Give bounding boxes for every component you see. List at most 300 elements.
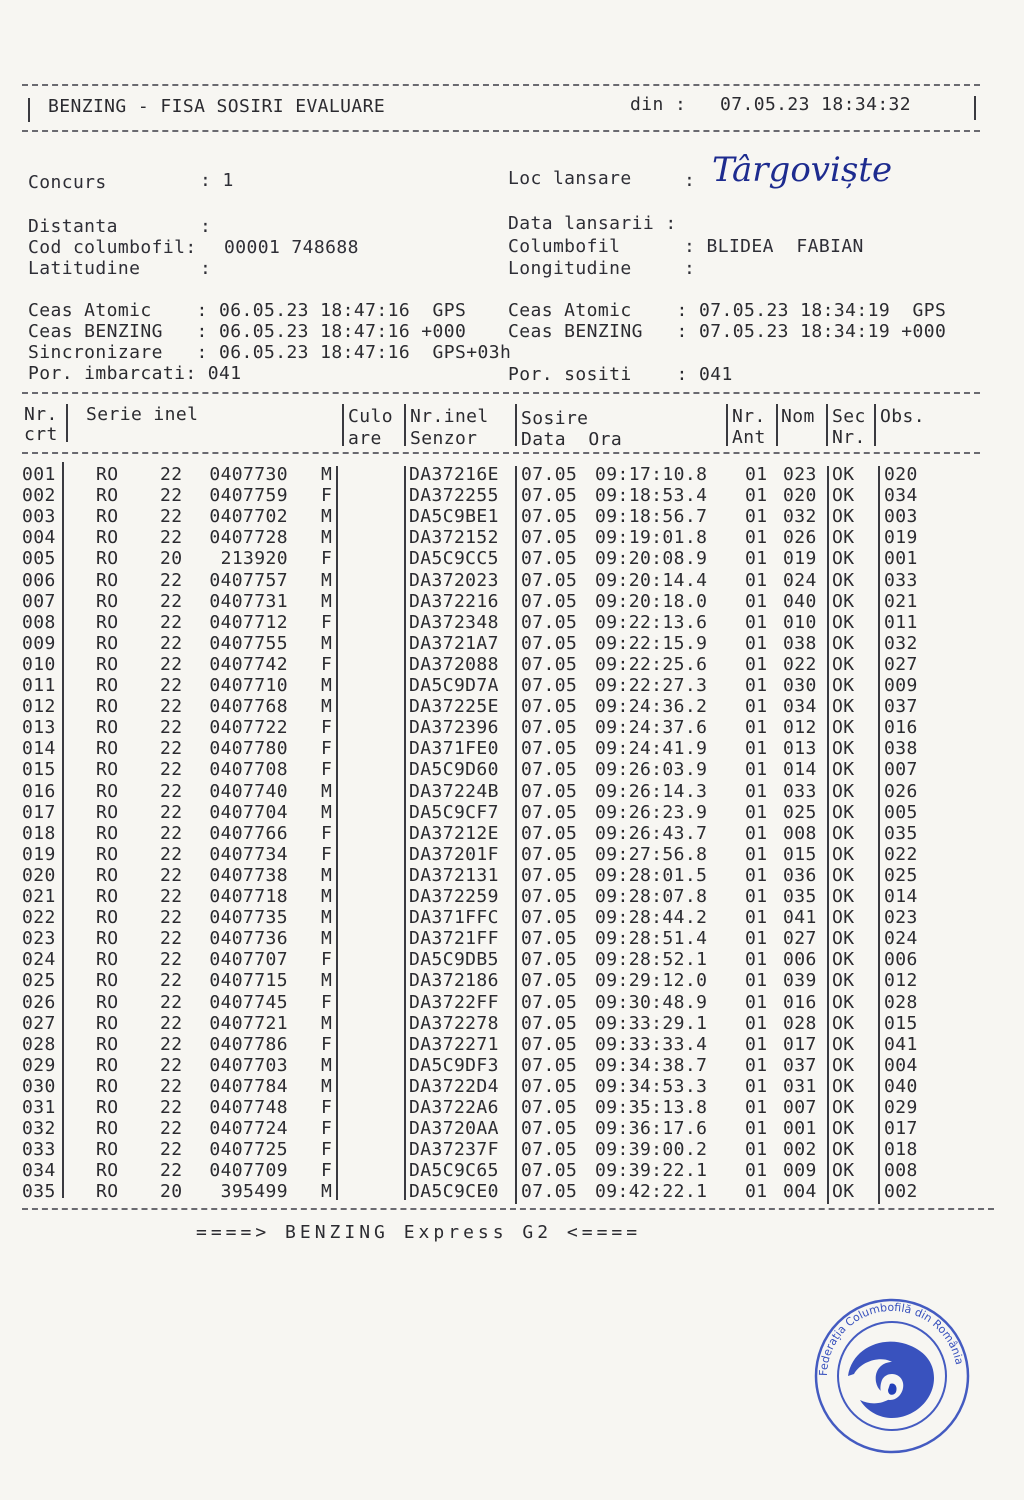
longitudine-label: Longitudine xyxy=(508,258,632,279)
col-culo: Culo xyxy=(348,406,393,427)
row-date: 07.05 xyxy=(521,1139,578,1161)
row-nom: 001 xyxy=(783,1118,817,1140)
row-country: RO xyxy=(96,548,119,570)
divider xyxy=(22,392,980,394)
row-antenna: 01 xyxy=(745,569,768,591)
row-country: RO xyxy=(96,886,119,907)
row-sensor: DA37237F xyxy=(409,1139,499,1161)
row-sec: OK xyxy=(832,548,855,570)
row-year: 22 xyxy=(160,527,183,549)
table-row xyxy=(0,949,1024,970)
row-nom: 032 xyxy=(783,506,817,528)
row-sensor: DA5C9DB5 xyxy=(409,949,499,971)
row-antenna: 01 xyxy=(745,1181,768,1203)
cod-columbofil-label: Cod columbofil: xyxy=(28,237,197,258)
row-sec: OK xyxy=(832,1181,855,1203)
row-sec: OK xyxy=(832,886,855,907)
row-time: 09:24:37.6 xyxy=(595,717,708,739)
row-country: RO xyxy=(96,1097,119,1118)
row-time: 09:35:13.8 xyxy=(595,1097,708,1118)
table-row xyxy=(0,1139,1024,1160)
row-sensor: DA372271 xyxy=(409,1033,499,1055)
table-row xyxy=(0,527,1024,548)
row-year: 22 xyxy=(160,717,183,739)
row-ring: 0407715 xyxy=(209,970,288,992)
row-obs: 014 xyxy=(884,886,918,907)
row-time: 09:24:36.2 xyxy=(595,696,708,718)
row-time: 09:22:27.3 xyxy=(595,675,708,696)
row-year: 22 xyxy=(160,1097,183,1118)
row-nr: 005 xyxy=(22,548,56,570)
row-sex: F xyxy=(321,843,333,865)
table-row xyxy=(0,1034,1024,1055)
row-ring: 0407728 xyxy=(209,527,288,549)
row-ring: 0407748 xyxy=(209,1097,288,1118)
row-date: 07.05 xyxy=(521,843,578,865)
row-country: RO xyxy=(96,675,119,696)
row-nr: 034 xyxy=(22,1160,56,1182)
row-antenna: 01 xyxy=(745,675,768,696)
row-antenna: 01 xyxy=(745,780,768,802)
row-sex: M xyxy=(321,1012,333,1034)
header-sep xyxy=(776,404,778,446)
row-time: 09:26:23.9 xyxy=(595,801,708,823)
row-sensor: DA3721A7 xyxy=(409,632,499,654)
row-sex: F xyxy=(321,1033,333,1055)
row-nr: 028 xyxy=(22,1033,56,1055)
row-sex: M xyxy=(321,464,333,485)
row-antenna: 01 xyxy=(745,1054,768,1076)
row-date: 07.05 xyxy=(521,970,578,992)
row-date: 07.05 xyxy=(521,738,578,760)
latitudine-label: Latitudine xyxy=(28,258,141,279)
row-date: 07.05 xyxy=(521,696,578,718)
row-date: 07.05 xyxy=(521,801,578,823)
row-sensor: DA372131 xyxy=(409,864,499,886)
table-row xyxy=(0,485,1024,506)
row-nom: 009 xyxy=(783,1160,817,1182)
row-nom: 040 xyxy=(783,590,817,612)
row-ring: 0407742 xyxy=(209,653,288,675)
row-sensor: DA5C9D60 xyxy=(409,759,499,781)
report-title: BENZING - FISA SOSIRI EVALUARE xyxy=(48,96,386,117)
row-ring: 0407709 xyxy=(209,1160,288,1182)
row-obs: 002 xyxy=(884,1181,918,1203)
row-date: 07.05 xyxy=(521,506,578,528)
row-nom: 024 xyxy=(783,569,817,591)
row-date: 07.05 xyxy=(521,611,578,633)
row-sec: OK xyxy=(832,759,855,781)
row-country: RO xyxy=(96,759,119,781)
col-serie-inel: Serie inel xyxy=(86,404,199,425)
row-nr: 008 xyxy=(22,611,56,633)
row-sec: OK xyxy=(832,1097,855,1118)
row-date: 07.05 xyxy=(521,991,578,1013)
row-antenna: 01 xyxy=(745,485,768,507)
concurs-label: Concurs xyxy=(28,172,107,193)
row-obs: 006 xyxy=(884,949,918,971)
row-sensor: DA3721FF xyxy=(409,928,499,950)
row-sensor: DA5C9CF7 xyxy=(409,801,499,823)
row-antenna: 01 xyxy=(745,1033,768,1055)
row-obs: 027 xyxy=(884,653,918,675)
row-sec: OK xyxy=(832,864,855,886)
row-nom: 023 xyxy=(783,464,817,485)
row-antenna: 01 xyxy=(745,653,768,675)
table-row xyxy=(0,1076,1024,1097)
row-nom: 008 xyxy=(783,822,817,844)
row-nr: 029 xyxy=(22,1054,56,1076)
row-nom: 007 xyxy=(783,1097,817,1118)
row-sensor: DA372216 xyxy=(409,590,499,612)
row-date: 07.05 xyxy=(521,464,578,485)
row-country: RO xyxy=(96,949,119,971)
row-time: 09:19:01.8 xyxy=(595,527,708,549)
row-sex: F xyxy=(321,991,333,1013)
row-year: 22 xyxy=(160,780,183,802)
table-row xyxy=(0,886,1024,907)
banner-right-border xyxy=(974,96,976,120)
row-nom: 037 xyxy=(783,1054,817,1076)
row-ring: 0407786 xyxy=(209,1033,288,1055)
row-antenna: 01 xyxy=(745,843,768,865)
row-sex: M xyxy=(321,1054,333,1076)
row-year: 22 xyxy=(160,864,183,886)
row-sensor: DA372259 xyxy=(409,886,499,907)
row-country: RO xyxy=(96,1012,119,1034)
concurs-value: : 1 xyxy=(200,170,234,191)
row-ring: 0407745 xyxy=(209,991,288,1013)
divider xyxy=(22,452,980,454)
row-obs: 025 xyxy=(884,864,918,886)
row-ring: 0407721 xyxy=(209,1012,288,1034)
row-nom: 039 xyxy=(783,970,817,992)
row-ring: 0407724 xyxy=(209,1118,288,1140)
row-ring: 0407702 xyxy=(209,506,288,528)
row-sex: M xyxy=(321,590,333,612)
header-sep xyxy=(874,404,876,446)
row-date: 07.05 xyxy=(521,907,578,929)
table-row xyxy=(0,928,1024,949)
row-antenna: 01 xyxy=(745,506,768,528)
row-nom: 026 xyxy=(783,527,817,549)
row-country: RO xyxy=(96,632,119,654)
row-sex: M xyxy=(321,907,333,929)
row-obs: 021 xyxy=(884,590,918,612)
col-crt: crt xyxy=(24,424,58,445)
row-antenna: 01 xyxy=(745,970,768,992)
row-sensor: DA372348 xyxy=(409,611,499,633)
table-row xyxy=(0,1118,1024,1139)
row-year: 22 xyxy=(160,590,183,612)
row-sec: OK xyxy=(832,928,855,950)
table-row xyxy=(0,823,1024,844)
row-nr: 023 xyxy=(22,928,56,950)
row-time: 09:24:41.9 xyxy=(595,738,708,760)
row-country: RO xyxy=(96,485,119,507)
row-time: 09:18:53.4 xyxy=(595,485,708,507)
row-antenna: 01 xyxy=(745,991,768,1013)
report-datetime: 07.05.23 18:34:32 xyxy=(720,94,912,115)
row-date: 07.05 xyxy=(521,653,578,675)
row-time: 09:20:18.0 xyxy=(595,590,708,612)
row-time: 09:28:01.5 xyxy=(595,864,708,886)
row-year: 22 xyxy=(160,485,183,507)
row-sex: F xyxy=(321,611,333,633)
table-row xyxy=(0,802,1024,823)
longitudine-sep: : xyxy=(684,258,696,279)
row-time: 09:26:14.3 xyxy=(595,780,708,802)
row-country: RO xyxy=(96,864,119,886)
row-obs: 037 xyxy=(884,696,918,718)
row-sec: OK xyxy=(832,991,855,1013)
row-sex: M xyxy=(321,527,333,549)
row-nr: 003 xyxy=(22,506,56,528)
row-sex: F xyxy=(321,1139,333,1161)
row-sec: OK xyxy=(832,675,855,696)
row-ring: 0407780 xyxy=(209,738,288,760)
table-row xyxy=(0,633,1024,654)
row-ring: 0407703 xyxy=(209,1054,288,1076)
row-nom: 006 xyxy=(783,949,817,971)
header-sep xyxy=(515,404,517,446)
row-sensor: DA37224B xyxy=(409,780,499,802)
row-year: 22 xyxy=(160,907,183,929)
row-country: RO xyxy=(96,738,119,760)
col-sec-nr: Nr. xyxy=(832,427,866,448)
row-obs: 028 xyxy=(884,991,918,1013)
row-country: RO xyxy=(96,569,119,591)
row-country: RO xyxy=(96,843,119,865)
row-sec: OK xyxy=(832,780,855,802)
row-time: 09:22:13.6 xyxy=(595,611,708,633)
row-ring: 0407740 xyxy=(209,780,288,802)
row-nom: 027 xyxy=(783,928,817,950)
row-antenna: 01 xyxy=(745,822,768,844)
row-date: 07.05 xyxy=(521,822,578,844)
row-antenna: 01 xyxy=(745,717,768,739)
row-obs: 023 xyxy=(884,907,918,929)
row-antenna: 01 xyxy=(745,1075,768,1097)
row-time: 09:39:00.2 xyxy=(595,1139,708,1161)
row-obs: 032 xyxy=(884,632,918,654)
row-ring: 0407730 xyxy=(209,464,288,485)
row-sex: M xyxy=(321,928,333,950)
col-obs: Obs. xyxy=(880,406,925,427)
row-time: 09:27:56.8 xyxy=(595,843,708,865)
row-nr: 035 xyxy=(22,1181,56,1203)
distanta-label: Distanta xyxy=(28,216,118,237)
row-time: 09:22:15.9 xyxy=(595,632,708,654)
row-nom: 002 xyxy=(783,1139,817,1161)
row-date: 07.05 xyxy=(521,1118,578,1140)
row-date: 07.05 xyxy=(521,1097,578,1118)
row-obs: 020 xyxy=(884,464,918,485)
porumbei-sositi: Por. sositi : 041 xyxy=(508,364,733,385)
row-country: RO xyxy=(96,1139,119,1161)
row-sensor: DA37201F xyxy=(409,843,499,865)
row-ring: 0407710 xyxy=(209,675,288,696)
distanta-sep: : xyxy=(200,216,212,237)
col-senzor: Senzor xyxy=(410,428,478,449)
row-nr: 021 xyxy=(22,886,56,907)
row-year: 22 xyxy=(160,949,183,971)
row-nr: 033 xyxy=(22,1139,56,1161)
row-sensor: DA5C9BE1 xyxy=(409,506,499,528)
row-obs: 012 xyxy=(884,970,918,992)
row-year: 20 xyxy=(160,1181,183,1203)
row-time: 09:39:22.1 xyxy=(595,1160,708,1182)
row-ring: 0407768 xyxy=(209,696,288,718)
row-sec: OK xyxy=(832,1160,855,1182)
row-sex: M xyxy=(321,970,333,992)
row-sec: OK xyxy=(832,801,855,823)
row-country: RO xyxy=(96,907,119,929)
row-time: 09:30:48.9 xyxy=(595,991,708,1013)
row-nom: 034 xyxy=(783,696,817,718)
table-row xyxy=(0,992,1024,1013)
row-sex: F xyxy=(321,717,333,739)
row-antenna: 01 xyxy=(745,548,768,570)
row-obs: 009 xyxy=(884,675,918,696)
row-obs: 003 xyxy=(884,506,918,528)
row-obs: 041 xyxy=(884,1033,918,1055)
row-obs: 026 xyxy=(884,780,918,802)
row-time: 09:28:52.1 xyxy=(595,949,708,971)
row-sec: OK xyxy=(832,653,855,675)
row-date: 07.05 xyxy=(521,527,578,549)
row-country: RO xyxy=(96,653,119,675)
row-date: 07.05 xyxy=(521,569,578,591)
row-country: RO xyxy=(96,991,119,1013)
row-country: RO xyxy=(96,970,119,992)
row-sensor: DA372023 xyxy=(409,569,499,591)
ceas-atomic-start: Ceas Atomic : 06.05.23 18:47:16 GPS xyxy=(28,300,467,321)
row-antenna: 01 xyxy=(745,864,768,886)
row-country: RO xyxy=(96,590,119,612)
row-sec: OK xyxy=(832,1075,855,1097)
header-sep xyxy=(66,404,68,442)
row-year: 22 xyxy=(160,1054,183,1076)
col-nr-ant: Nr. xyxy=(732,406,766,427)
row-sensor: DA372278 xyxy=(409,1012,499,1034)
row-year: 22 xyxy=(160,801,183,823)
row-sensor: DA372152 xyxy=(409,527,499,549)
row-obs: 022 xyxy=(884,843,918,865)
row-year: 22 xyxy=(160,1139,183,1161)
row-sec: OK xyxy=(832,717,855,739)
row-ring: 0407738 xyxy=(209,864,288,886)
row-date: 07.05 xyxy=(521,864,578,886)
row-antenna: 01 xyxy=(745,590,768,612)
row-time: 09:20:14.4 xyxy=(595,569,708,591)
footer-banner: ====> BENZING Express G2 <==== xyxy=(196,1222,642,1243)
ceas-benzing-end: Ceas BENZING : 07.05.23 18:34:19 +000 xyxy=(508,321,947,342)
row-nom: 036 xyxy=(783,864,817,886)
col-ant: Ant xyxy=(732,427,766,448)
row-obs: 005 xyxy=(884,801,918,823)
row-year: 22 xyxy=(160,822,183,844)
row-nr: 010 xyxy=(22,653,56,675)
row-time: 09:36:17.6 xyxy=(595,1118,708,1140)
row-obs: 035 xyxy=(884,822,918,844)
federation-stamp xyxy=(812,1296,972,1456)
row-time: 09:22:25.6 xyxy=(595,653,708,675)
row-antenna: 01 xyxy=(745,1118,768,1140)
row-sensor: DA5C9C65 xyxy=(409,1160,499,1182)
row-nom: 013 xyxy=(783,738,817,760)
row-date: 07.05 xyxy=(521,590,578,612)
row-sex: F xyxy=(321,759,333,781)
row-sec: OK xyxy=(832,506,855,528)
sincronizare: Sincronizare : 06.05.23 18:47:16 GPS+03h xyxy=(28,342,512,363)
row-antenna: 01 xyxy=(745,527,768,549)
row-sensor: DA371FE0 xyxy=(409,738,499,760)
row-year: 22 xyxy=(160,928,183,950)
row-sensor: DA372088 xyxy=(409,653,499,675)
row-ring: 0407704 xyxy=(209,801,288,823)
row-year: 22 xyxy=(160,569,183,591)
row-ring: 213920 xyxy=(220,548,288,570)
row-obs: 008 xyxy=(884,1160,918,1182)
table-row xyxy=(0,738,1024,759)
row-obs: 019 xyxy=(884,527,918,549)
row-nr: 030 xyxy=(22,1075,56,1097)
row-obs: 029 xyxy=(884,1097,918,1118)
row-nr: 007 xyxy=(22,590,56,612)
row-obs: 011 xyxy=(884,611,918,633)
row-date: 07.05 xyxy=(521,1075,578,1097)
row-nom: 019 xyxy=(783,548,817,570)
row-nom: 017 xyxy=(783,1033,817,1055)
row-antenna: 01 xyxy=(745,759,768,781)
row-nom: 025 xyxy=(783,801,817,823)
row-sec: OK xyxy=(832,1139,855,1161)
row-year: 22 xyxy=(160,653,183,675)
row-antenna: 01 xyxy=(745,801,768,823)
row-year: 22 xyxy=(160,970,183,992)
row-time: 09:26:03.9 xyxy=(595,759,708,781)
row-year: 22 xyxy=(160,738,183,760)
row-sex: M xyxy=(321,1075,333,1097)
row-date: 07.05 xyxy=(521,675,578,696)
row-date: 07.05 xyxy=(521,1181,578,1203)
table-row xyxy=(0,464,1024,485)
row-sensor: DA3722A6 xyxy=(409,1097,499,1118)
row-nr: 022 xyxy=(22,907,56,929)
row-sensor: DA372186 xyxy=(409,970,499,992)
row-sec: OK xyxy=(832,822,855,844)
row-antenna: 01 xyxy=(745,464,768,485)
columbofil-value: : BLIDEA FABIAN xyxy=(684,236,864,257)
row-ring: 0407722 xyxy=(209,717,288,739)
row-country: RO xyxy=(96,928,119,950)
row-antenna: 01 xyxy=(745,1097,768,1118)
row-sex: M xyxy=(321,506,333,528)
header-sep xyxy=(826,404,828,446)
row-country: RO xyxy=(96,1033,119,1055)
row-nom: 015 xyxy=(783,843,817,865)
col-nr: Nr. xyxy=(24,404,58,425)
divider xyxy=(22,1208,994,1210)
row-sex: M xyxy=(321,675,333,696)
row-ring: 0407735 xyxy=(209,907,288,929)
row-time: 09:28:07.8 xyxy=(595,886,708,907)
table-row xyxy=(0,781,1024,802)
row-antenna: 01 xyxy=(745,949,768,971)
col-culoare: are xyxy=(348,428,382,449)
row-sec: OK xyxy=(832,970,855,992)
